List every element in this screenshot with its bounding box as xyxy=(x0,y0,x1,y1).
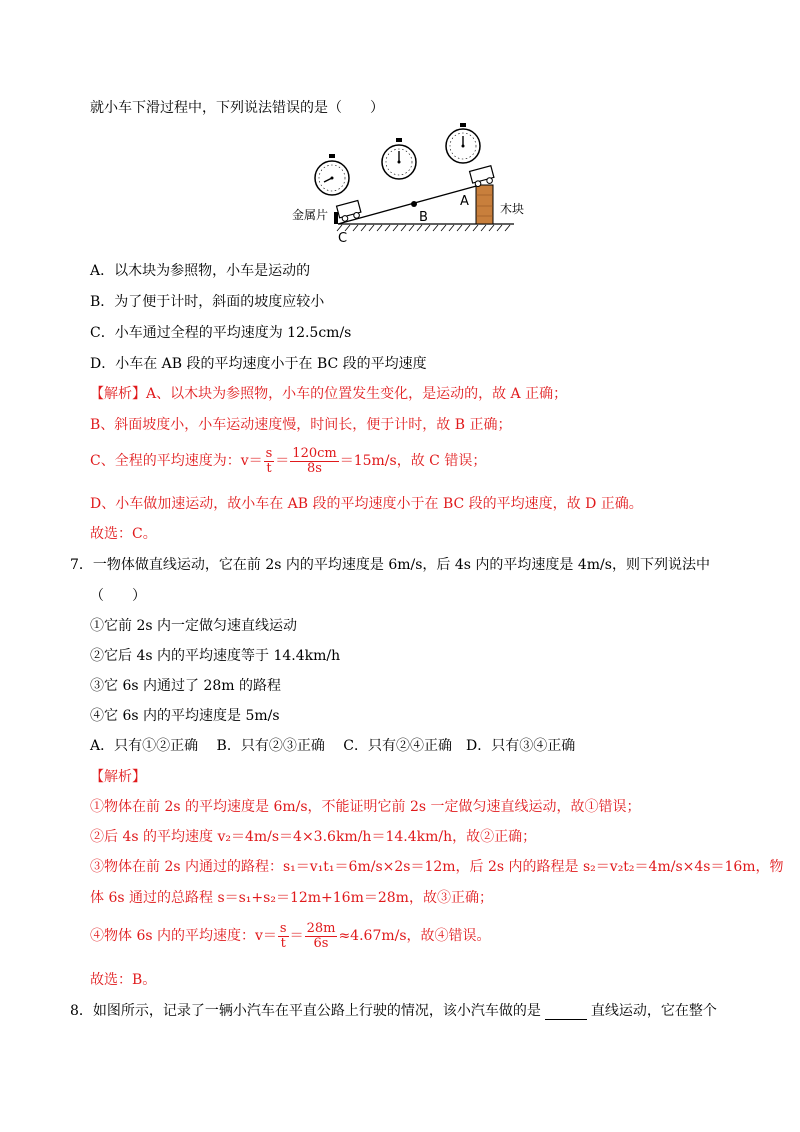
fraction: $\frac{s}{t}$ xyxy=(265,445,273,476)
q7-analysis-2: ②后 4s 的平均速度 v₂＝4m/s＝4×3.6km/h＝14.4km/h，故②正确； xyxy=(90,829,537,845)
stopwatch-icon xyxy=(315,154,349,195)
fraction: $\frac{28m}{6s}$ xyxy=(306,920,336,951)
label-point-c: C xyxy=(338,231,348,246)
q7-item-3: ③它 6s 内通过了 28m 的路程 xyxy=(90,678,281,694)
q7-analysis-head: 【解析】 xyxy=(90,769,146,785)
q7-analysis-1: ①物体在前 2s 的平均速度是 6m/s，不能证明它前 2s 一定做匀速直线运动，故①错误； xyxy=(90,799,641,815)
stopwatch-icon xyxy=(446,123,480,163)
question-intro: 就小车下滑过程中，下列说法错误的是（ ） xyxy=(90,100,384,116)
answer-blank[interactable] xyxy=(545,1005,587,1020)
q7-item-1: ①它前 2s 内一定做匀速直线运动 xyxy=(90,618,297,634)
q7-stem-line1: 7．一物体做直线运动，它在前 2s 内的平均速度是 6m/s，后 4s 内的平均速度是 4m/s，则下列说法中 xyxy=(70,557,710,573)
label-point-a: A xyxy=(460,194,469,209)
q7-analysis-4: ④物体 6s 内的平均速度：v＝ $\frac{s}{t}$ ＝ $\frac{28m}{6s}$ ≈4.67m/s，故④错误。 xyxy=(90,920,491,951)
q6-option-c: C．小车通过全程的平均速度为 12.5cm/s xyxy=(90,325,352,341)
q6-option-a: A．以木块为参照物，小车是运动的 xyxy=(90,263,311,279)
fraction: $\frac{s}{t}$ xyxy=(279,920,287,951)
q6-answer: 故选：C。 xyxy=(90,526,157,542)
q6-analysis-b: B、斜面坡度小，小车运动速度慢，时间长，便于计时，故 B 正确； xyxy=(90,417,512,433)
q7-analysis-3a: ③物体在前 2s 内通过的路程：s₁＝v₁t₁＝6m/s×2s＝12m，后 2s 内的路程是 s₂＝v₂t₂＝4m/s×4s＝16m，物 xyxy=(90,859,784,875)
fraction: $\frac{120cm}{8s}$ xyxy=(292,445,337,476)
q6-analysis-d: D、小车做加速运动，故小车在 AB 段的平均速度小于在 BC 段的平均速度，故 D 正确。 xyxy=(90,496,643,512)
q7-stem-line2: （ ） xyxy=(90,588,146,604)
q7-choices: A．只有①②正确 B．只有②③正确 C．只有②④正确 D．只有③④正确 xyxy=(90,738,576,754)
q6-analysis-a: 【解析】A、以木块为参照物，小车的位置发生变化，是运动的，故 A 正确； xyxy=(90,386,568,402)
q6-option-b: B．为了便于计时，斜面的坡度应较小 xyxy=(90,294,325,310)
q6-analysis-c: C、全程的平均速度为：v＝ $\frac{s}{t}$ ＝ $\frac{120cm}{8s}$ ＝15m/s，故 C 错误； xyxy=(90,445,487,476)
q8-stem: 8．如图所示，记录了一辆小汽车在平直公路上行驶的情况，该小汽车做的是 直线运动，它在整个 xyxy=(70,1003,717,1019)
stopwatch-icon xyxy=(382,138,416,179)
q6-option-d: D．小车在 AB 段的平均速度小于在 BC 段的平均速度 xyxy=(90,356,427,372)
q7-analysis-3b: 体 6s 通过的总路程 s＝s₁+s₂＝12m+16m＝28m，故③正确； xyxy=(90,890,493,906)
label-metal-plate: 金属片 xyxy=(292,208,329,222)
label-point-b: B xyxy=(419,210,428,225)
q7-answer: 故选：B。 xyxy=(90,972,157,988)
q7-item-2: ②它后 4s 内的平均速度等于 14.4km/h xyxy=(90,648,341,664)
incline-diagram xyxy=(290,122,525,247)
q7-item-4: ④它 6s 内的平均速度是 5m/s xyxy=(90,708,280,724)
label-wood-block: 木块 xyxy=(500,202,525,216)
